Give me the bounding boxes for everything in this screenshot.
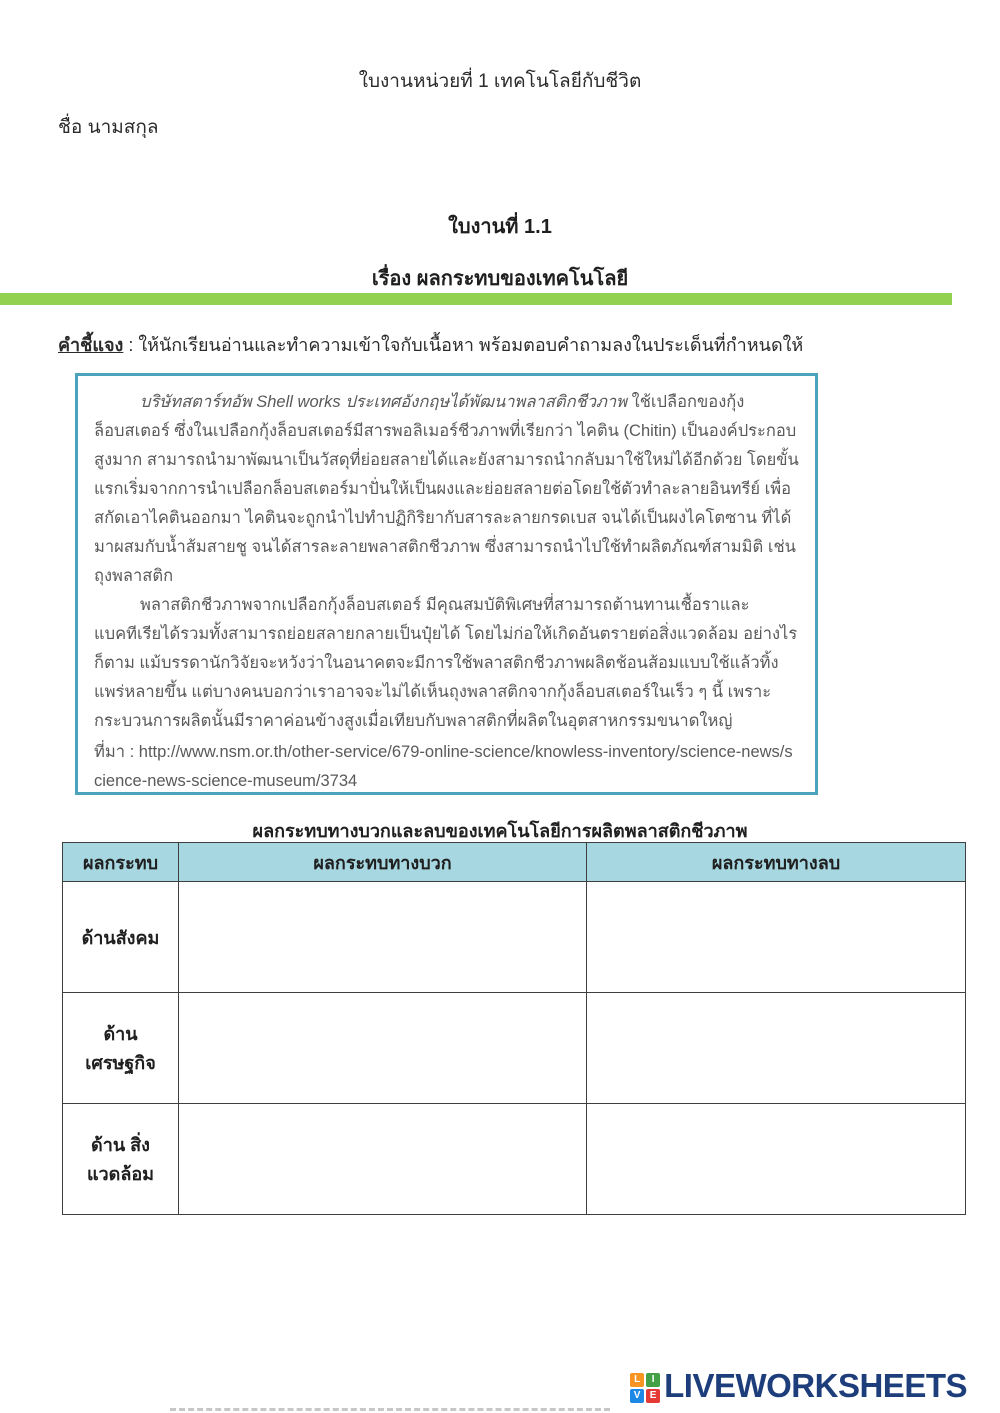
column-header-impact: ผลกระทบ	[63, 843, 179, 882]
answer-cell-environment-positive[interactable]	[179, 1104, 587, 1215]
answer-cell-economic-negative[interactable]	[587, 993, 966, 1104]
passage-paragraph-2: พลาสติกชีวภาพจากเปลือกกุ้งล็อบสเตอร์ มีคุณสมบัติพิเศษที่สามารถต้านทานเชื้อราและแบคทีเรียได้รวมทั้งสามารถย่อยสลายกลายเป็นปุ๋ยได้ โดยไม่ก่อให้เกิดอันตรายต่อสิ่งแวดล้อม อย่างไรก็ตาม แม้บรรดานักวิจัยจะหวังว่าในอนาคตจะมีการใช้พลาสติกชีวภาพผลิตช้อนส้อมแบบใช้แล้วทิ้งแพร่หลายขึ้น แต่บางคนบอกว่าเราอาจจะไม่ได้เห็นถุงพลาสติกจากกุ้งล็อบสเตอร์ในเร็ว ๆ นี้ เพราะกระบวนการผลิตนั้นมีราคาค่อนข้างสูงเมื่อเทียบกับพลาสติกที่ผลิตในอุตสาหกรรมขนาดใหญ่	[94, 596, 798, 730]
logo-tile-v: V	[630, 1389, 644, 1403]
worksheet-number-title: ใบงานที่ 1.1	[448, 216, 552, 238]
row-label-environment: ด้าน สิ่งแวดล้อม	[63, 1104, 179, 1215]
instructions-label: คำชี้แจง	[58, 335, 124, 355]
liveworksheets-logo[interactable]	[630, 1367, 967, 1405]
impact-table	[62, 842, 966, 1215]
logo-tile-i: I	[646, 1373, 660, 1387]
green-divider	[0, 293, 952, 305]
answer-cell-environment-negative[interactable]	[587, 1104, 966, 1215]
table-row-environment	[63, 1104, 966, 1215]
row-label-economic: ด้านเศรษฐกิจ	[63, 993, 179, 1104]
name-label: ชื่อ นามสกุล	[58, 117, 159, 138]
passage-paragraph-1-italic: บริษัทสตาร์ทอัพ Shell works ประเทศอังกฤษได้พัฒนาพลาสติกชีวภาพ	[140, 393, 628, 411]
column-header-positive: ผลกระทบทางบวก	[179, 843, 587, 882]
instructions-text: : ให้นักเรียนอ่านและทำความเข้าใจกับเนื้อหา พร้อมตอบคำถามลงในประเด็นที่กำหนดให้	[123, 335, 804, 355]
row-label-social: ด้านสังคม	[63, 882, 179, 993]
page-title: ใบงานหน่วยที่ 1 เทคโนโลยีกับชีวิต	[358, 71, 642, 92]
liveworksheets-logo-text: LIVEWORKSHEETS	[664, 1367, 967, 1404]
reading-passage-box	[75, 373, 818, 795]
instructions-line	[58, 330, 958, 359]
liveworksheets-tiles-icon	[630, 1373, 660, 1403]
answer-cell-social-negative[interactable]	[587, 882, 966, 993]
topic-title: เรื่อง ผลกระทบของเทคโนโลยี	[371, 268, 629, 290]
table-row-social	[63, 882, 966, 993]
answer-cell-social-positive[interactable]	[179, 882, 587, 993]
column-header-negative: ผลกระทบทางลบ	[587, 843, 966, 882]
source-reference: ที่มา : http://www.nsm.or.th/other-service/679-online-science/knowless-inventory/science-news/science-news-science-museum/3734	[94, 743, 793, 790]
logo-tile-e: E	[646, 1389, 660, 1403]
table-header-row	[63, 843, 966, 882]
logo-tile-l: L	[630, 1373, 644, 1387]
passage-paragraph-1-rest: ใช้เปลือกของกุ้งล็อบสเตอร์ ซึ่งในเปลือกกุ้งล็อบสเตอร์มีสารพอลิเมอร์ชีวภาพที่เรียกว่า ไคติน (Chitin) เป็นองค์ประกอบสูงมาก สามารถนำมาพัฒนาเป็นวัสดุที่ย่อยสลายได้และยังสามารถนำกลับมาใช้ใหม่ได้อีกด้วย โดยขั้นแรกเริ่มจากการนำเปลือกล็อบสเตอร์มาปั่นให้เป็นผงและย่อยสลายต่อโดยใช้ตัวทำละลายอินทรีย์ เพื่อสกัดเอาไคตินออกมา ไคตินจะถูกนำไปทำปฏิกิริยากับสารละลายกรดเบส จนได้เป็นผงไคโตซาน ที่ได้มาผสมกับน้ำส้มสายชู จนได้สารละลายพลาสติกชีวภาพ ซึ่งสามารถนำไปใช้ทำผลิตภัณฑ์สามมิติ เช่น ถุงพลาสติก	[94, 393, 799, 585]
passage-paragraph-1	[94, 388, 799, 591]
answer-cell-economic-positive[interactable]	[179, 993, 587, 1104]
page-bottom-cutoff-dashes	[170, 1408, 610, 1411]
table-row-economic	[63, 993, 966, 1104]
table-caption: ผลกระทบทางบวกและลบของเทคโนโลยีการผลิตพลาสติกชีวภาพ	[252, 821, 748, 841]
